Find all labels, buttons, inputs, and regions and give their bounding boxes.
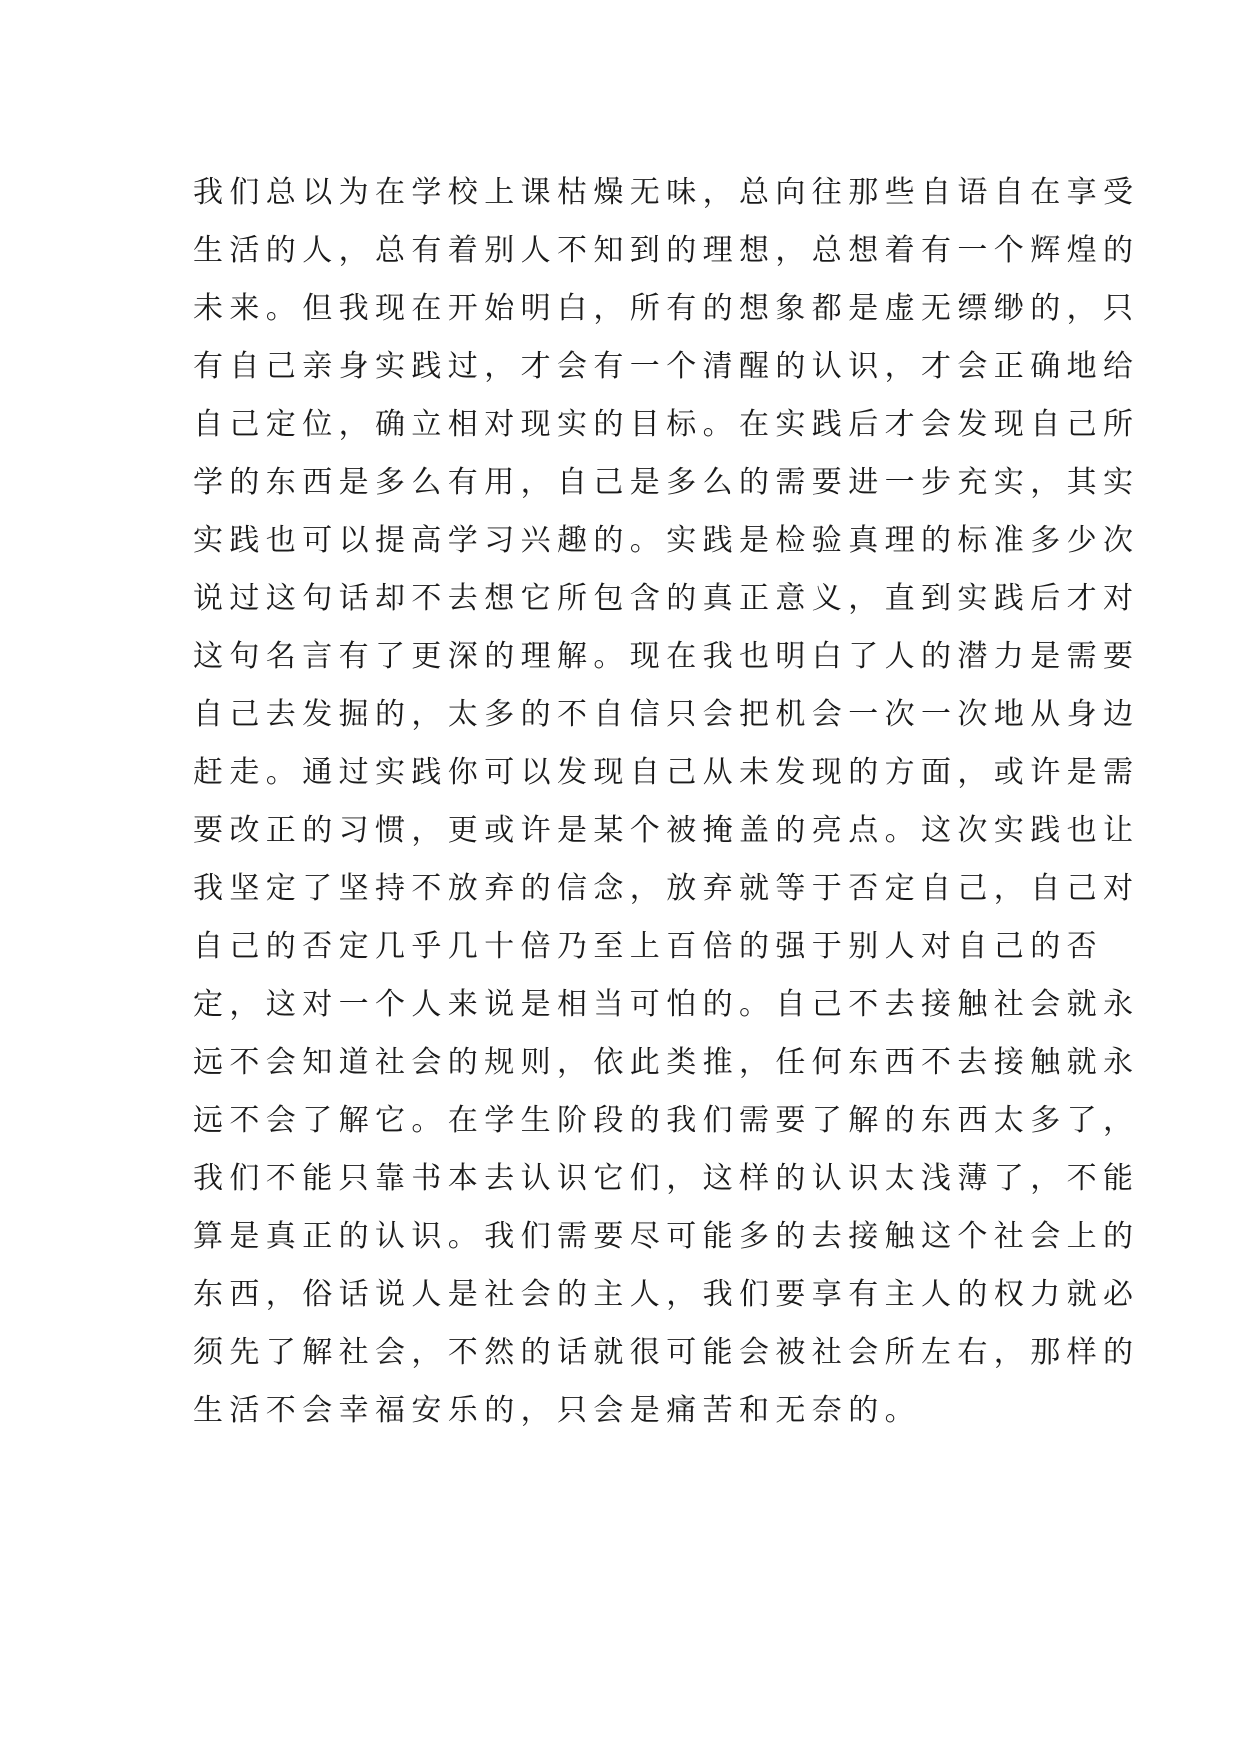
paragraph-line: 生活的人，总有着别人不知到的理想，总想着有一个辉煌的 — [193, 233, 1140, 268]
paragraph-line: 这句名言有了更深的理解。现在我也明白了人的潜力是需要 — [193, 639, 1140, 674]
paragraph-line: 生活不会幸福安乐的，只会是痛苦和无奈的。 — [193, 1393, 921, 1428]
paragraph-line: 赶走。通过实践你可以发现自己从未发现的方面，或许是需 — [193, 755, 1140, 790]
paragraph-line: 自己去发掘的，太多的不自信只会把机会一次一次地从身边 — [193, 697, 1140, 732]
paragraph-line: 未来。但我现在开始明白，所有的想象都是虚无缥缈的，只 — [193, 291, 1140, 326]
paragraph-line: 算是真正的认识。我们需要尽可能多的去接触这个社会上的 — [193, 1219, 1140, 1254]
paragraph-line: 远不会知道社会的规则，依此类推，任何东西不去接触就永 — [193, 1045, 1140, 1080]
paragraph-line: 远不会了解它。在学生阶段的我们需要了解的东西太多了， — [193, 1103, 1140, 1138]
paragraph-line: 我们不能只靠书本去认识它们，这样的认识太浅薄了，不能 — [193, 1161, 1140, 1196]
paragraph-line: 要改正的习惯，更或许是某个被掩盖的亮点。这次实践也让 — [193, 813, 1140, 848]
paragraph-line: 有自己亲身实践过，才会有一个清醒的认识，才会正确地给 — [193, 349, 1140, 384]
paragraph-line: 须先了解社会，不然的话就很可能会被社会所左右，那样的 — [193, 1335, 1140, 1370]
paragraph-line: 自己的否定几乎几十倍乃至上百倍的强于别人对自己的否 — [193, 929, 1103, 964]
paragraph-line: 自己定位，确立相对现实的目标。在实践后才会发现自己所 — [193, 407, 1140, 442]
paragraph-line: 我们总以为在学校上课枯燥无味，总向往那些自语自在享受 — [193, 175, 1140, 210]
paragraph-line: 东西，俗话说人是社会的主人，我们要享有主人的权力就必 — [193, 1277, 1140, 1312]
paragraph-line: 我坚定了坚持不放弃的信念，放弃就等于否定自己，自己对 — [193, 871, 1140, 906]
paragraph-line: 定，这对一个人来说是相当可怕的。自己不去接触社会就永 — [193, 987, 1140, 1022]
paragraph-line: 实践也可以提高学习兴趣的。实践是检验真理的标准多少次 — [193, 523, 1140, 558]
body-paragraph — [193, 164, 1140, 1440]
paragraph-line: 学的东西是多么有用，自己是多么的需要进一步充实，其实 — [193, 465, 1140, 500]
paragraph-line: 说过这句话却不去想它所包含的真正意义，直到实践后才对 — [193, 581, 1140, 616]
